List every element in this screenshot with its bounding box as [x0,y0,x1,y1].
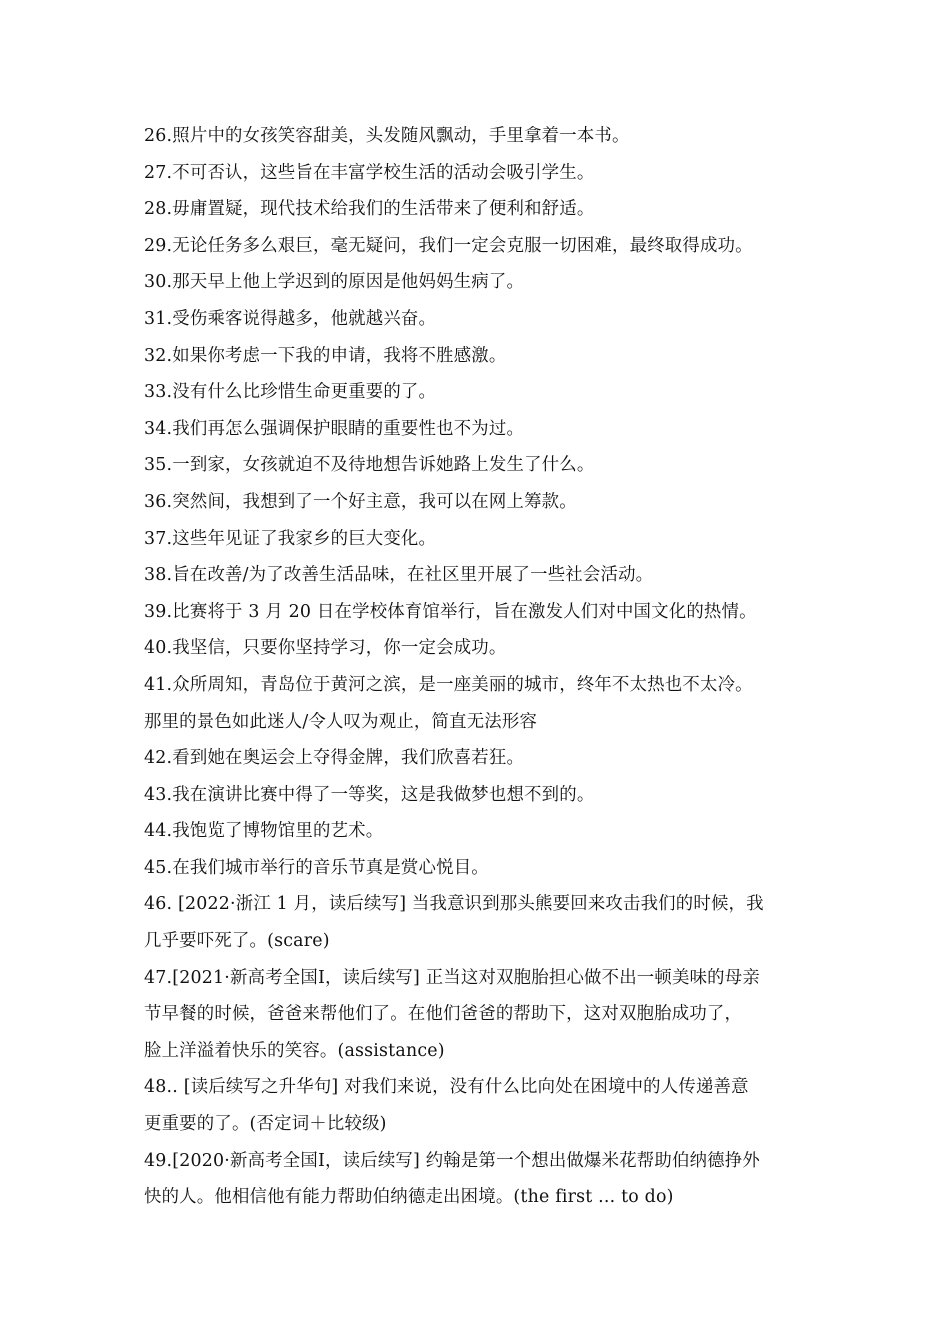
text-line: 39.比赛将于 3 月 20 日在学校体育馆举行，旨在激发人们对中国文化的热情。 [144,601,757,622]
text-line: 30.那天早上他上学迟到的原因是他妈妈生病了。 [144,272,525,293]
text-line: 几乎要吓死了。(scare) [144,931,330,952]
text-line: 43.我在演讲比赛中得了一等奖，这是我做梦也想不到的。 [144,784,595,805]
text-line: 快的人。他相信他有能力帮助伯纳德走出困境。(the first ... to do) [144,1187,674,1208]
text-line: 34.我们再怎么强调保护眼睛的重要性也不为过。 [144,418,525,439]
text-line: 33.没有什么比珍惜生命更重要的了。 [144,382,437,403]
text-line: 42.看到她在奥运会上夺得金牌，我们欣喜若狂。 [144,748,525,769]
text-line: 40.我坚信，只要你坚持学习，你一定会成功。 [144,638,507,659]
text-line: 45.在我们城市举行的音乐节真是赏心悦目。 [144,857,489,878]
text-line: 28.毋庸置疑，现代技术给我们的生活带来了便利和舒适。 [144,199,595,220]
text-line: 47.[2021·新高考全国Ⅰ，读后续写] 正当这对双胞胎担心做不出一顿美味的母亲 [144,967,760,988]
text-line: 29.无论任务多么艰巨，毫无疑问，我们一定会克服一切困难，最终取得成功。 [144,235,753,256]
text-line: 44.我饱览了博物馆里的艺术。 [144,821,384,842]
text-line: 节早餐的时候，爸爸来帮他们了。在他们爸爸的帮助下，这对双胞胎成功了， [144,1004,743,1025]
text-line: 48.. [读后续写之升华句] 对我们来说，没有什么比向处在困境中的人传递善意 [144,1077,749,1098]
text-line: 31.受伤乘客说得越多，他就越兴奋。 [144,308,437,329]
text-line: 35.一到家，女孩就迫不及待地想告诉她路上发生了什么。 [144,455,595,476]
text-line: 27.不可否认，这些旨在丰富学校生活的活动会吸引学生。 [144,162,595,183]
text-line: 32.如果你考虑一下我的申请，我将不胜感激。 [144,345,507,366]
text-line: 46. [2022·浙江 1 月，读后续写] 当我意识到那头熊要回来攻击我们的时候，我 [144,894,764,915]
text-line: 36.突然间，我想到了一个好主意，我可以在网上筹款。 [144,491,577,512]
text-line: 更重要的了。(否定词＋比较级) [144,1114,387,1135]
text-line: 49.[2020·新高考全国Ⅰ，读后续写] 约翰是第一个想出做爆米花帮助伯纳德挣外 [144,1150,760,1171]
text-line: 脸上洋溢着快乐的笑容。(assistance) [144,1040,445,1061]
text-line: 26.照片中的女孩笑容甜美，头发随风飘动，手里拿着一本书。 [144,126,630,146]
text-line: 38.旨在改善/为了改善生活品味，在社区里开展了一些社会活动。 [144,565,654,586]
sentence-list [144,118,814,1216]
text-line: 37.这些年见证了我家乡的巨大变化。 [144,528,437,549]
text-line: 那里的景色如此迷人/令人叹为观止，简直无法形容 [144,711,538,732]
text-line: 41.众所周知，青岛位于黄河之滨，是一座美丽的城市，终年不太热也不太冷。 [144,674,753,695]
